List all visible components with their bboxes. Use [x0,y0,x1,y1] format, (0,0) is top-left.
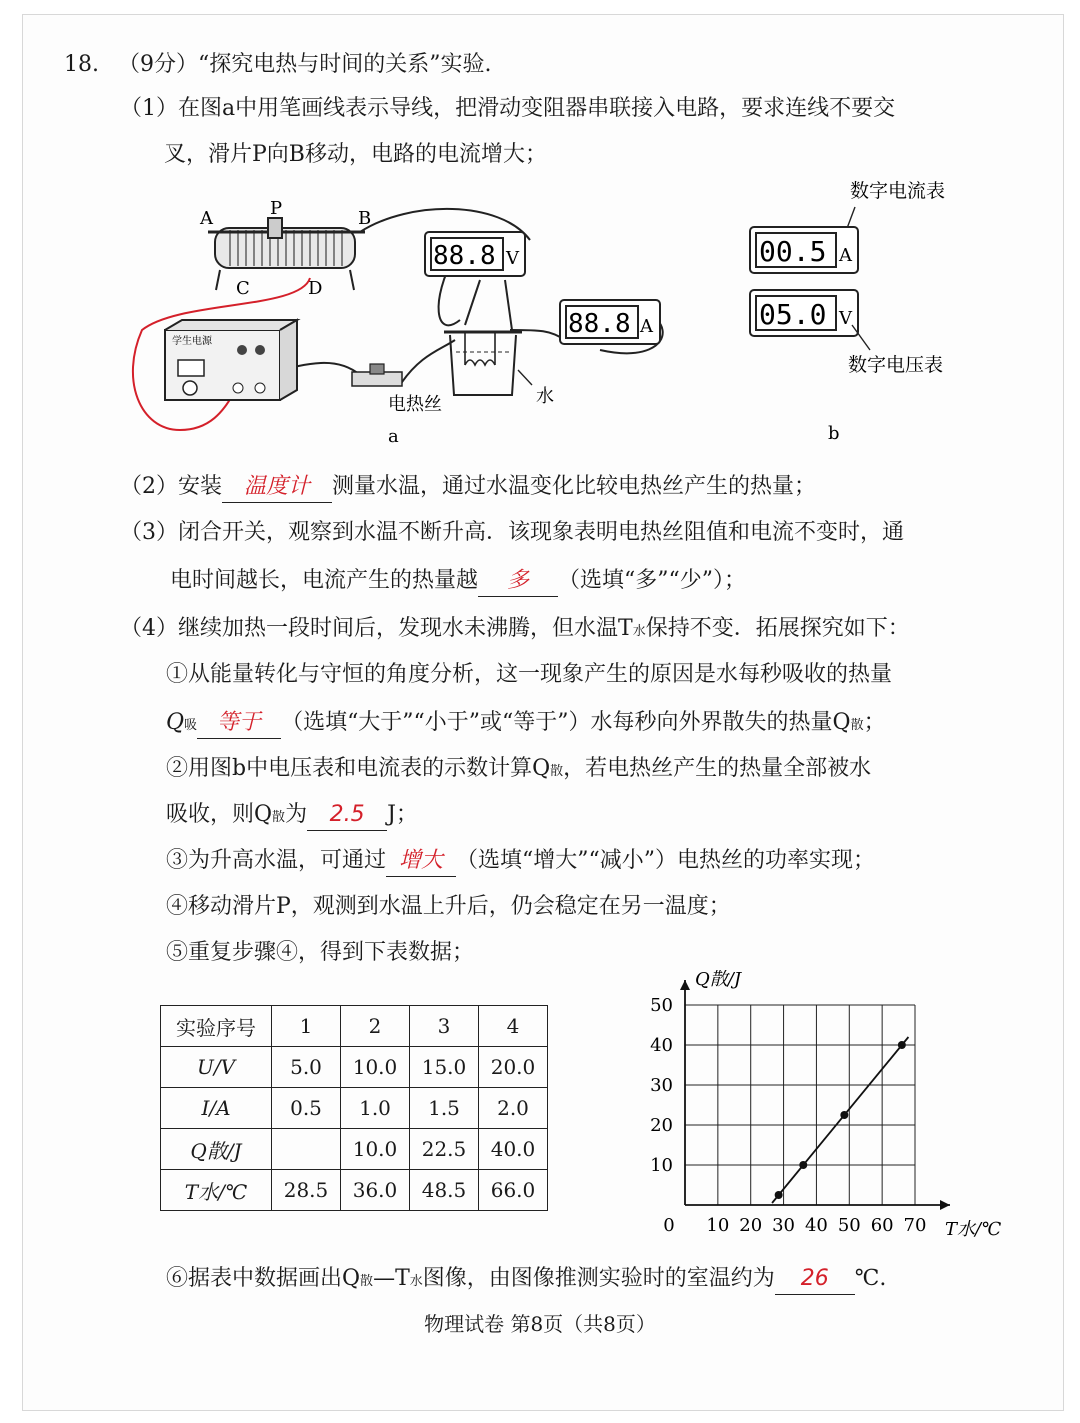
step2-b-mid: 为 [285,802,308,827]
q-t-chart [640,970,1020,1240]
x-tick-label: 30 [772,1215,796,1236]
subscript: 水 [632,624,646,639]
table-cell: 2 [341,1006,410,1047]
water-label: 水 [536,386,554,407]
part2-prefix: （2）安装 [120,474,222,499]
step6-prefix: ⑥据表中数据画出Q [166,1266,361,1291]
x-tick-label: 20 [739,1215,763,1236]
data-point [775,1191,783,1199]
step2-b-suffix: J； [387,802,418,827]
table-cell: 36.0 [341,1170,410,1211]
table-cell: 1.5 [410,1088,479,1129]
figure-a-caption: a [388,426,399,447]
table-cell: 28.5 [272,1170,341,1211]
table-cell: T水/℃ [161,1170,272,1211]
table-cell: 22.5 [410,1129,479,1170]
table-cell: 3 [410,1006,479,1047]
question-number: 18. [64,52,99,77]
table-cell: 1.0 [341,1088,410,1129]
table-cell: 1 [272,1006,341,1047]
step2-text-end: ，若电热丝产生的热量全部被水 [563,756,872,781]
x-tick-label: 0 [663,1215,675,1236]
table-cell [272,1129,341,1170]
answer-thermometer: 温度计 [243,474,310,499]
y-tick-label: 40 [650,1035,673,1056]
table-row [161,1047,548,1088]
table-cell: 2.0 [479,1088,548,1129]
table-cell: 4 [479,1006,548,1047]
part4-intro [120,614,910,647]
part3-line-a: （3）闭合开关，观察到水温不断升高．该现象表明电热丝阻值和电流不变时，通 [120,520,904,545]
q-symbol: Q [166,710,185,735]
step2-text: ②用图b中电压表和电流表的示数计算Q [166,756,551,781]
step1-line-b [166,708,886,741]
power-supply [165,320,297,400]
table-cell: U/V [161,1047,272,1088]
x-tick-label: 70 [903,1215,927,1236]
table-cell: I/A [161,1088,272,1129]
part3-line-b [170,566,746,597]
table-cell: 0.5 [272,1088,341,1129]
step2-line-b [166,800,418,833]
ammeter-a-reading: 88.8 [568,309,631,339]
digital-voltmeter-reading: 05.0 [759,298,827,331]
switch [352,364,402,386]
answer-equal: 等于 [217,710,262,735]
table-header-row [161,1006,548,1047]
x-axis-arrow [940,1200,950,1210]
step6-suffix: ℃. [854,1266,887,1291]
step2-line-a [166,754,871,787]
part4-intro-text: （4）继续加热一段时间后，发现水未沸腾，但水温T [120,616,633,641]
y-axis-label: Q散/J [695,970,742,990]
subscript: 散 [550,764,564,779]
heating-wire-label: 电热丝 [388,394,442,415]
question-title: （9分）“探究电热与时间的关系”实验. [118,52,492,77]
digital-voltmeter-unit: V [839,308,852,329]
figure-b-caption: b [828,423,840,444]
subscript: 散 [272,810,286,825]
table-cell: 5.0 [272,1047,341,1088]
part1-line-a: （1）在图a中用笔画线表示导线，把滑动变阻器串联接入电路，要求连线不要交 [120,96,896,121]
voltmeter-a-reading: 88.8 [433,241,496,271]
step1-end: ； [863,710,886,735]
y-tick-label: 30 [650,1075,673,1096]
table-cell: 40.0 [479,1129,548,1170]
voltmeter-a-unit: V [506,248,519,269]
figure-b [740,175,1040,450]
digital-ammeter-reading: 00.5 [759,235,827,268]
answer-increase: 增大 [399,848,444,873]
step6-mid: —T [373,1266,410,1291]
table-cell: 15.0 [410,1047,479,1088]
wire [505,280,512,330]
x-tick-label: 60 [870,1215,894,1236]
step3-prefix: ③为升高水温，可通过 [166,848,387,873]
step5-line: ⑤重复步骤④，得到下表数据； [166,940,475,965]
y-tick-label: 10 [650,1155,673,1176]
terminal-c-label: C [236,278,250,299]
wire [400,340,455,385]
data-point [898,1041,906,1049]
table-row [161,1129,548,1170]
x-axis-label: T水/℃ [945,1219,1002,1240]
answer-heat: 2.5 [329,802,365,827]
table-cell: 20.0 [479,1047,548,1088]
page-footer: 物理试卷 第8页（共8页） [424,1312,656,1336]
slider-p-label: P [270,198,283,219]
part1-line-b: 叉，滑片P向B移动，电路的电流增大； [164,142,547,167]
y-tick-label: 20 [650,1115,673,1136]
step4-line: ④移动滑片P，观测到水温上升后，仍会稳定在另一温度； [166,894,731,919]
digital-voltmeter-label: 数字电压表 [848,354,944,376]
table-cell: 实验序号 [161,1006,272,1047]
terminal-a-label: A [200,208,213,229]
step1-line-a: ①从能量转化与守恒的角度分析，这一现象产生的原因是水每秒吸收的热量 [166,662,893,687]
answer-more: 多 [507,568,530,593]
digital-ammeter-unit: A [839,245,852,266]
rheostat [208,218,365,290]
x-tick-label: 50 [837,1215,861,1236]
beaker [444,332,522,395]
answer-room-temp: 26 [800,1266,829,1291]
series-line [772,1037,908,1203]
table-cell: 10.0 [341,1047,410,1088]
subscript: 散 [850,718,864,733]
table-cell: 66.0 [479,1170,548,1211]
subscript: 散 [360,1274,374,1289]
ammeter-a-unit: A [640,316,653,337]
part3-prefix: 电时间越长，电流产生的热量越 [170,568,479,593]
terminal-b-label: B [358,208,372,229]
data-point [799,1161,807,1169]
step3-line [166,846,875,877]
terminal-d-label: D [308,278,323,299]
step2-b-prefix: 吸收，则Q [166,802,273,827]
power-supply-label: 学生电源 [172,336,212,347]
part2-suffix: 测量水温，通过水温变化比较电热丝产生的热量； [332,474,817,499]
step1-text: （选填“大于”“小于”或“等于”）水每秒向外界散失的热量Q [281,710,851,735]
table-cell: Q散/J [161,1129,272,1170]
part2-line [120,472,816,503]
y-tick-label: 50 [650,995,673,1016]
part3-suffix: （选填“多”“少”）； [558,568,747,593]
subscript: 吸 [184,718,198,733]
step3-suffix: （选填“增大”“减小”）电热丝的功率实现； [456,848,876,873]
figure-a [120,180,720,460]
step6-line [166,1264,886,1297]
x-tick-label: 40 [804,1215,828,1236]
x-tick-label: 10 [706,1215,730,1236]
table-row [161,1088,548,1129]
digital-ammeter-label: 数字电流表 [850,180,946,202]
part4-intro-end: 保持不变．拓展探究如下： [645,616,910,641]
data-point [840,1111,848,1119]
wire [465,280,480,325]
data-table [160,1005,548,1211]
table-cell: 48.5 [410,1170,479,1211]
subscript: 水 [409,1274,423,1289]
table-cell: 10.0 [341,1129,410,1170]
step6-mid2: 图像，由图像推测实验时的室温约为 [422,1266,775,1291]
y-axis-arrow [680,980,690,990]
table-row [161,1170,548,1211]
